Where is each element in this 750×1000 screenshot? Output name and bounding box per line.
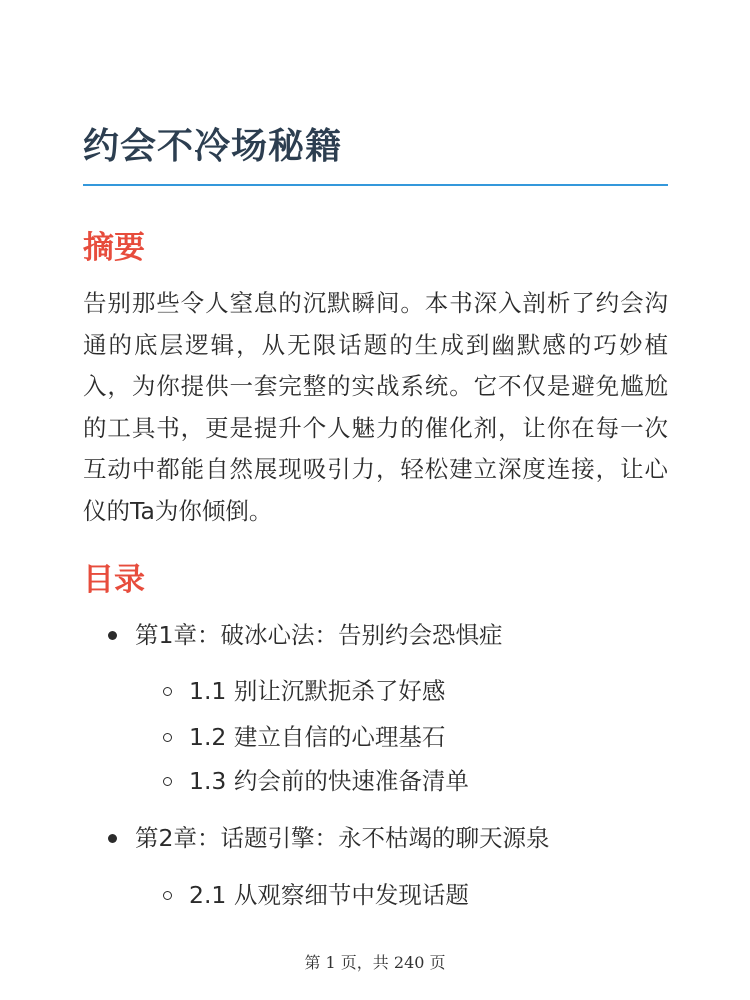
toc-section-1-1[interactable]: 1.1 别让沉默扼杀了好感 <box>189 677 446 705</box>
toc-chapter-2[interactable]: 第2章：话题引擎：永不枯竭的聊天源泉 <box>135 824 550 852</box>
bullet-circle-icon <box>163 733 172 742</box>
toc-section-1-3[interactable]: 1.3 约会前的快速准备清单 <box>189 767 469 795</box>
title-divider <box>83 184 668 186</box>
bullet-circle-icon <box>163 687 172 696</box>
abstract-heading: 摘要 <box>83 230 145 266</box>
bullet-circle-icon <box>163 891 172 900</box>
document-title: 约会不冷场秘籍 <box>83 126 343 167</box>
toc-section-2-1[interactable]: 2.1 从观察细节中发现话题 <box>189 881 469 909</box>
abstract-body: 告别那些令人窒息的沉默瞬间。本书深入剖析了约会沟通的底层逻辑，从无限话题的生成到幽默感的巧妙植入，为你提供一套完整的实战系统。它不仅是避免尴尬的工具书，更是提升个人魅力的催化剂，让你在每一次互动中都能自然展现吸引力，轻松建立深度连接，让心仪的Ta为你倾倒。 <box>83 289 668 525</box>
bullet-circle-icon <box>163 777 172 786</box>
toc-heading: 目录 <box>83 562 145 598</box>
toc-chapter-1[interactable]: 第1章：破冰心法：告别约会恐惧症 <box>135 621 503 649</box>
toc-section-1-2[interactable]: 1.2 建立自信的心理基石 <box>189 723 446 751</box>
page-number-footer: 第 1 页，共 240 页 <box>304 953 446 972</box>
bullet-disc-icon <box>108 834 117 843</box>
bullet-disc-icon <box>108 631 117 640</box>
